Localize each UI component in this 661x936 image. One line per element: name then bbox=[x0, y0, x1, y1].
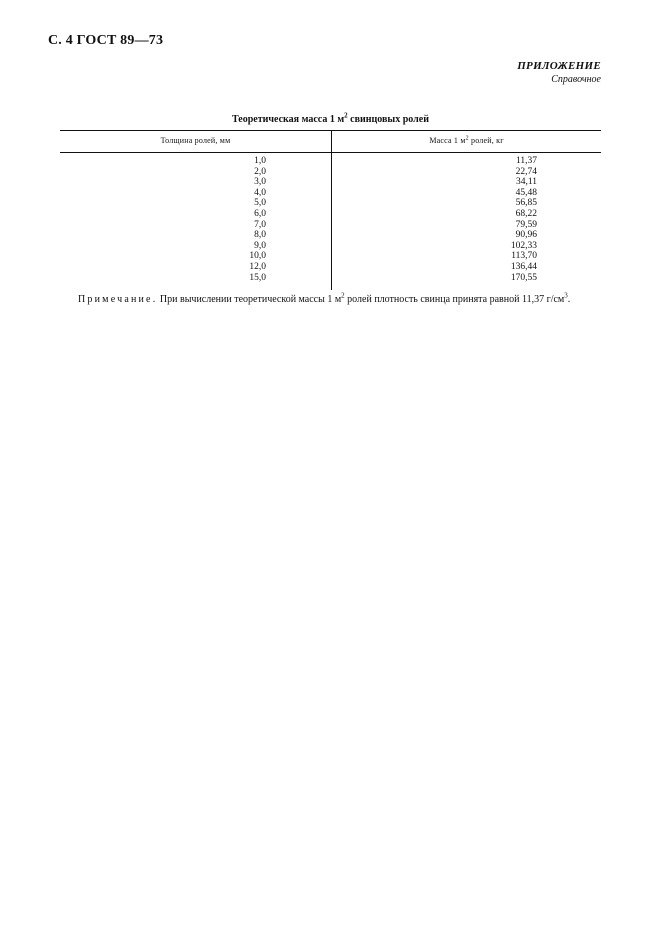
thickness-column bbox=[60, 156, 266, 283]
appendix-label bbox=[517, 60, 601, 86]
mass-table bbox=[60, 130, 601, 290]
appendix-title: ПРИЛОЖЕНИЕ bbox=[517, 60, 601, 72]
thickness-cell: 1,0 bbox=[254, 156, 266, 166]
mass-cell: 90,96 bbox=[515, 230, 537, 241]
note-label: Примечание. bbox=[78, 294, 158, 305]
appendix-subtitle: Справочное bbox=[551, 74, 601, 85]
table-title bbox=[60, 111, 601, 125]
mass-cell: 22,74 bbox=[515, 166, 537, 177]
mass-cell: 45,48 bbox=[515, 187, 537, 198]
thickness-cell: 7,0 bbox=[254, 219, 266, 230]
thickness-cell: 8,0 bbox=[254, 230, 266, 241]
column-header-mass-superscript: 2 bbox=[465, 135, 469, 142]
mass-cell: 56,85 bbox=[515, 198, 537, 209]
thickness-cell: 4,0 bbox=[254, 187, 266, 198]
mass-cell: 102,33 bbox=[510, 240, 537, 251]
column-header-mass bbox=[332, 136, 601, 145]
column-header-mass-tail: ролей, кг bbox=[468, 136, 504, 145]
column-header-thickness: Толщина ролей, мм bbox=[160, 136, 231, 145]
mass-cell: 136,44 bbox=[510, 261, 537, 272]
table-title-text: Теоретическая масса 1 м bbox=[232, 114, 345, 125]
page-code: С. 4 ГОСТ 89—73 bbox=[48, 33, 164, 48]
thickness-cell: 5,0 bbox=[254, 198, 266, 209]
note-text: При вычислении теоретической массы 1 м bbox=[157, 294, 342, 305]
mass-cell: 68,22 bbox=[515, 208, 537, 219]
thickness-cell: 12,0 bbox=[249, 261, 266, 272]
thickness-cell: 2,0 bbox=[254, 166, 266, 177]
thickness-cell: 3,0 bbox=[254, 177, 266, 188]
mass-cell: 170,55 bbox=[510, 272, 537, 283]
mass-cell: 79,59 bbox=[515, 219, 537, 230]
thickness-cell: 10,0 bbox=[249, 251, 266, 262]
mass-cell: 11,37 bbox=[515, 156, 537, 166]
thickness-cell: 9,0 bbox=[254, 240, 266, 251]
note-text-end: . bbox=[567, 294, 571, 305]
column-header-mass-text: Масса 1 м bbox=[429, 136, 466, 145]
note-text-continued: ролей плотность свинца принята равной 11,37 г/см bbox=[344, 294, 565, 305]
mass-cell: 34,11 bbox=[515, 177, 537, 188]
note-superscript-volume: 3 bbox=[564, 291, 568, 300]
note-superscript-area: 2 bbox=[341, 291, 345, 300]
mass-column bbox=[332, 156, 537, 283]
mass-cell: 113,70 bbox=[511, 251, 537, 262]
thickness-cell: 15,0 bbox=[249, 272, 266, 283]
table-title-superscript: 2 bbox=[344, 111, 348, 120]
thickness-cell: 6,0 bbox=[254, 208, 266, 219]
table-title-tail: свинцовых ролей bbox=[347, 114, 429, 125]
table-note bbox=[60, 293, 601, 306]
